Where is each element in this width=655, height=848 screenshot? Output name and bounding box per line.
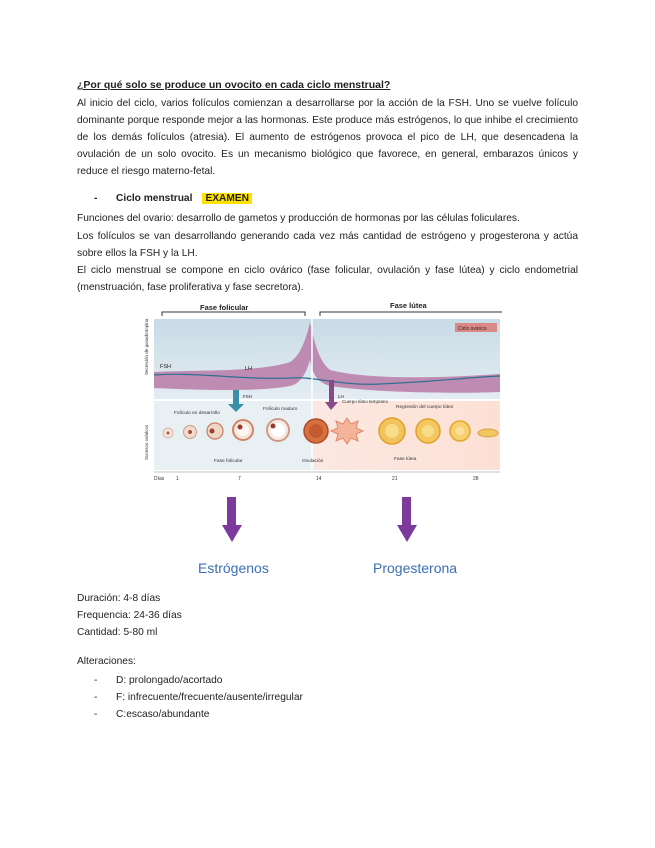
cycle-tag: Ciclo ovárico	[458, 326, 487, 332]
follicle-oocyte	[271, 424, 276, 429]
luteal-phase-axis-label: Fase lútea	[394, 457, 417, 462]
alterations-title: Alteraciones:	[77, 656, 136, 667]
days-label: Días	[154, 476, 165, 482]
y-label-top: Secreción de gonadotropina	[144, 318, 149, 375]
bullet-dash: -	[94, 692, 98, 703]
tick-1: 1	[176, 476, 179, 482]
tick-14: 14	[316, 476, 322, 482]
follicle-oocyte	[238, 425, 243, 430]
corpus-luteum-core	[456, 427, 465, 436]
corpus-luteum-core	[422, 425, 434, 437]
estrogen-arrow	[222, 497, 242, 543]
corpus-albicans	[478, 429, 498, 437]
progesterone-arrow	[397, 497, 417, 543]
fsh-label: FSH	[160, 364, 171, 370]
quantity-text: Cantidad: 5-80 ml	[77, 627, 158, 638]
ovulation-label: Ovulación	[302, 459, 324, 464]
follicle-secondary	[207, 423, 223, 439]
fsh-small-label: FSH	[243, 394, 252, 399]
question-paragraph: Al inicio del ciclo, varios folículos comienzan a desarrollarse por la acción de la FSH. Uno se vuelve folículo dominante porque responde mejor a las hormonas. Este produce más estrógenos, lo que inhibe el crecimiento de los demás folículos (atresia). El aumento de estrógenos provoca el pico de LH, que desencadena la ovulación de un solo ovocito. Es un mecanismo biológico que favorece, en general, embarazos únicos y reduce el riesgo materno-fetal.	[77, 98, 578, 177]
corpus-early-label: Cuerpo lúteo temprano	[342, 399, 389, 404]
tick-28: 28	[473, 476, 479, 482]
bullet-dash: -	[94, 709, 98, 720]
corpus-regression-label: Regresión del cuerpo lúteo	[396, 405, 454, 410]
progesterone-label: Progesterona	[373, 560, 458, 576]
frequency-text: Frequencia: 24-36 días	[77, 610, 182, 621]
lh-small-label: LH	[338, 394, 344, 399]
cycle-composition-paragraph: El ciclo menstrual se compone en ciclo ovárico (fase folicular, ovulación y fase lútea) y ciclo endometrial (menstruación, fase proliferativa y fase secretora).	[77, 265, 578, 293]
ovary-functions-paragraph: Funciones del ovario: desarrollo de gametos y producción de hormonas por las células foliculares.	[77, 213, 520, 224]
follicle-oocyte	[167, 432, 170, 435]
follicle-mature-label: Folículo maduro	[263, 407, 298, 412]
follicle-oocyte	[210, 429, 215, 434]
question-title: ¿Por qué solo se produce un ovocito en cada ciclo menstrual?	[77, 79, 391, 91]
duration-text: Duración: 4-8 días	[77, 593, 161, 604]
y-label-bottom: Sucesos ováricos	[144, 424, 149, 460]
ovarian-cycle-figure	[140, 300, 502, 482]
follicle-oocyte	[188, 430, 192, 434]
tick-21: 21	[392, 476, 398, 482]
follicular-phase-axis-label: Fase folicular	[214, 459, 243, 464]
section-title: Ciclo menstrual	[116, 193, 193, 204]
luteal-bracket	[320, 312, 502, 316]
phase-follicular-label: Fase folicular	[200, 303, 249, 312]
ovulation-core	[309, 424, 323, 438]
phase-luteal-label: Fase lútea	[390, 301, 427, 310]
follicular-bracket	[162, 312, 305, 316]
lh-label: LH	[245, 366, 253, 372]
bullet-dash: -	[94, 193, 98, 204]
estrogen-label: Estrógenos	[198, 560, 269, 576]
cycle-facts	[77, 590, 182, 641]
section-heading	[94, 193, 252, 204]
list-item: - D: prolongado/acortado	[94, 672, 303, 689]
fsh-arrow-shaft	[233, 390, 239, 404]
lh-arrow-shaft	[329, 380, 334, 402]
corpus-luteum-core	[385, 424, 399, 438]
follicles-paragraph: Los folículos se van desarrollando generando cada vez más cantidad de estrógeno y progesterona y actúa sobre ellos la FSH y la LH.	[77, 231, 578, 259]
bullet-dash: -	[94, 675, 98, 686]
exam-tag: EXAMEN	[202, 193, 252, 204]
corpus-luteum-early	[331, 418, 363, 444]
follicle-dev-label: Folículo en desarrollo	[174, 411, 220, 416]
tick-7: 7	[238, 476, 241, 482]
list-item: - F: infrecuente/frecuente/ausente/irregular	[94, 689, 303, 706]
alterations-list	[94, 672, 303, 723]
list-item: - C:escaso/abundante	[94, 706, 303, 723]
